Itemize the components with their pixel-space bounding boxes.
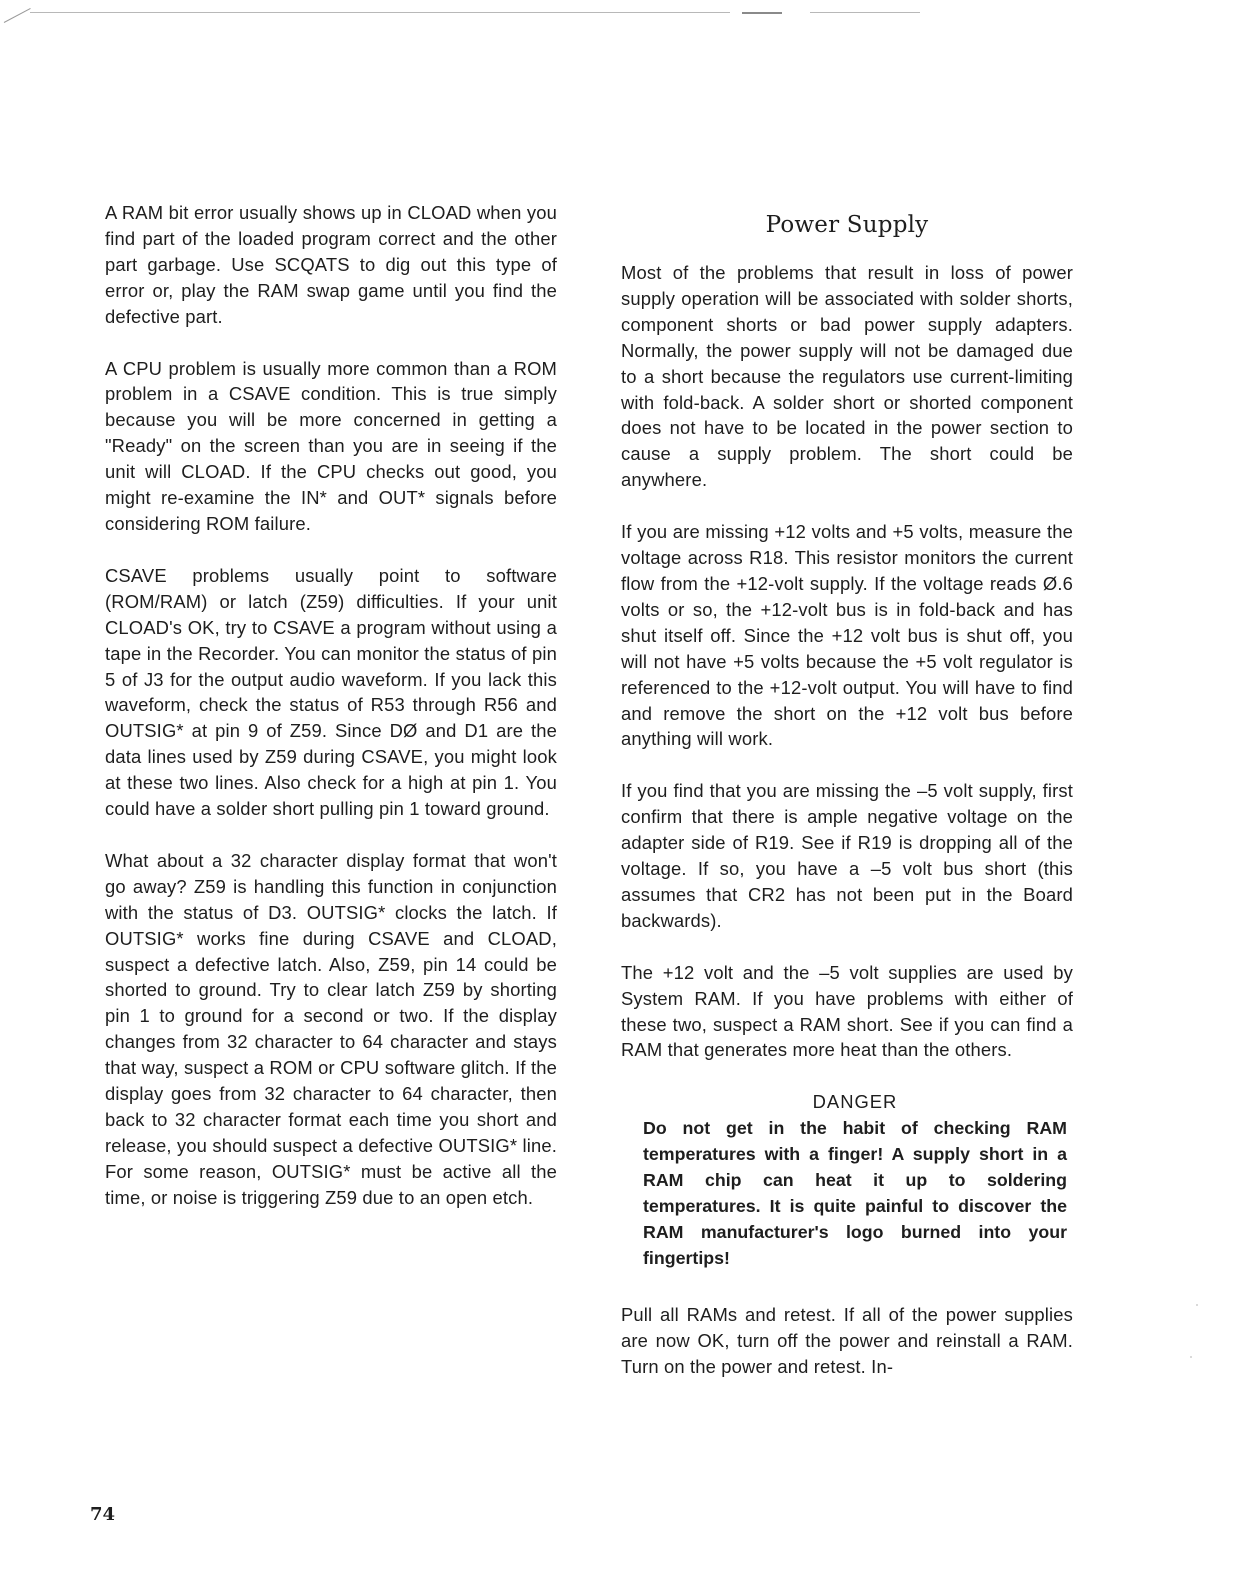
scan-speck (1190, 1356, 1192, 1358)
section-heading-power-supply: Power Supply (765, 212, 929, 238)
paragraph-missing-minus-5-volts: If you find that you are missing the –5 volt supply, first confirm that there is ample negative voltage on the adapter side of R19. See if R19 is dropping all of the voltage. If so, you have a –5 volt bus short (this assumes that CR2 has not been put in the Board backwards). (621, 780, 1073, 931)
paragraph-system-ram-supplies: The +12 volt and the –5 volt supplies are used by System RAM. If you have problems with either of these two, suspect a RAM short. See if you can find a RAM that generates more heat than the others. (621, 961, 1073, 1061)
page-number: 74 (90, 1504, 116, 1525)
paragraph-csave-problems: CSAVE problems usually point to software (ROM/RAM) or latch (Z59) difficulties. If your unit CLOAD's OK, try to CSAVE a program without using a tape in the Recorder. You can monitor the status of pin 5 of J3 for the output audio waveform. If you lack this waveform, check the status of R53 through R56 and OUTSIG* at pin 9 of Z59. Since DØ and D1 are the data lines used by Z59 during CSAVE, you might look at these two lines. Also check for a high at pin 1. You could have a solder short pulling pin 1 toward ground. (105, 564, 557, 820)
paragraph-cpu-problem: A CPU problem is usually more common than a ROM problem in a CSAVE condition. This is true simply because you will be more concerned in getting a "Ready" on the screen than you are in seeing if the unit will CLOAD. If the CPU checks out good, you might re-examine the IN* and OUT* signals before considering ROM failure. (105, 357, 557, 534)
paragraph-missing-12-and-5-volts: If you are missing +12 volts and +5 volts, measure the voltage across R18. This resistor monitors the current flow from the +12-volt supply. If the voltage reads Ø.6 volts or so, the +12-volt bus is in fold-back and has shut itself off. Since the +12 volt bus is shut off, you will not have +5 volts because the +5 volt regulator is referenced to the +12-volt output. You will have to find and remove the short on the +12 volt bus before anything will work. (621, 521, 1073, 750)
scan-artifact-mark (4, 8, 31, 23)
paragraph-ram-bit-error: A RAM bit error usually shows up in CLOAD when you find part of the loaded program correct and the other part garbage. Use SCQATS to dig out this type of error or, play the RAM swap game until you find the defective part. (105, 202, 557, 327)
paragraph-32-character-display: What about a 32 character display format that won't go away? Z59 is handling this function in conjunction with the status of D3. OUTSIG* clocks the latch. If OUTSIG* works fine during CSAVE and CLOAD, suspect a defective latch. Also, Z59, pin 14 could be shorted to ground. Try to clear latch Z59 by shorting pin 1 to ground for a second or two. If the display changes from 32 character to 64 character and stays that way, suspect a ROM or CPU software glitch. If the display goes from 32 character to 64 character, then back to 32 character format each time you short and release, you should suspect a defective OUTSIG* line. For some reason, OUTSIG* must be active all the time, or noise is triggering Z59 due to an open etch. (105, 849, 557, 1208)
paragraph-power-supply-problems: Most of the problems that result in loss of power supply operation will be associated with solder shorts, component shorts or bad power supply adapters. Normally, the power supply will not be damaged due to a short because the regulators use current-limiting with fold-back. A solder short or shorted component does not have to be located in the power section to cause a supply problem. The short could be anywhere. (621, 262, 1073, 491)
paragraph-pull-all-rams: Pull all RAMs and retest. If all of the power supplies are now OK, turn off the power and reinstall a RAM. Turn on the power and retest. In- (621, 1303, 1073, 1377)
scan-artifact-line (30, 12, 730, 13)
danger-body: Do not get in the habit of checking RAM temperatures with a finger! A supply short in a RAM chip can heat it up to soldering temperatures. It is quite painful to discover the RAM manufacturer's logo burned into your fingertips! (643, 1118, 1067, 1268)
scan-artifact-line (742, 12, 782, 14)
danger-title: DANGER (812, 1091, 898, 1113)
scan-speck (1196, 1304, 1198, 1306)
left-column (105, 200, 557, 1237)
scan-artifact-line (810, 12, 920, 13)
danger-notice (621, 1089, 1073, 1271)
right-column (621, 200, 1073, 1406)
